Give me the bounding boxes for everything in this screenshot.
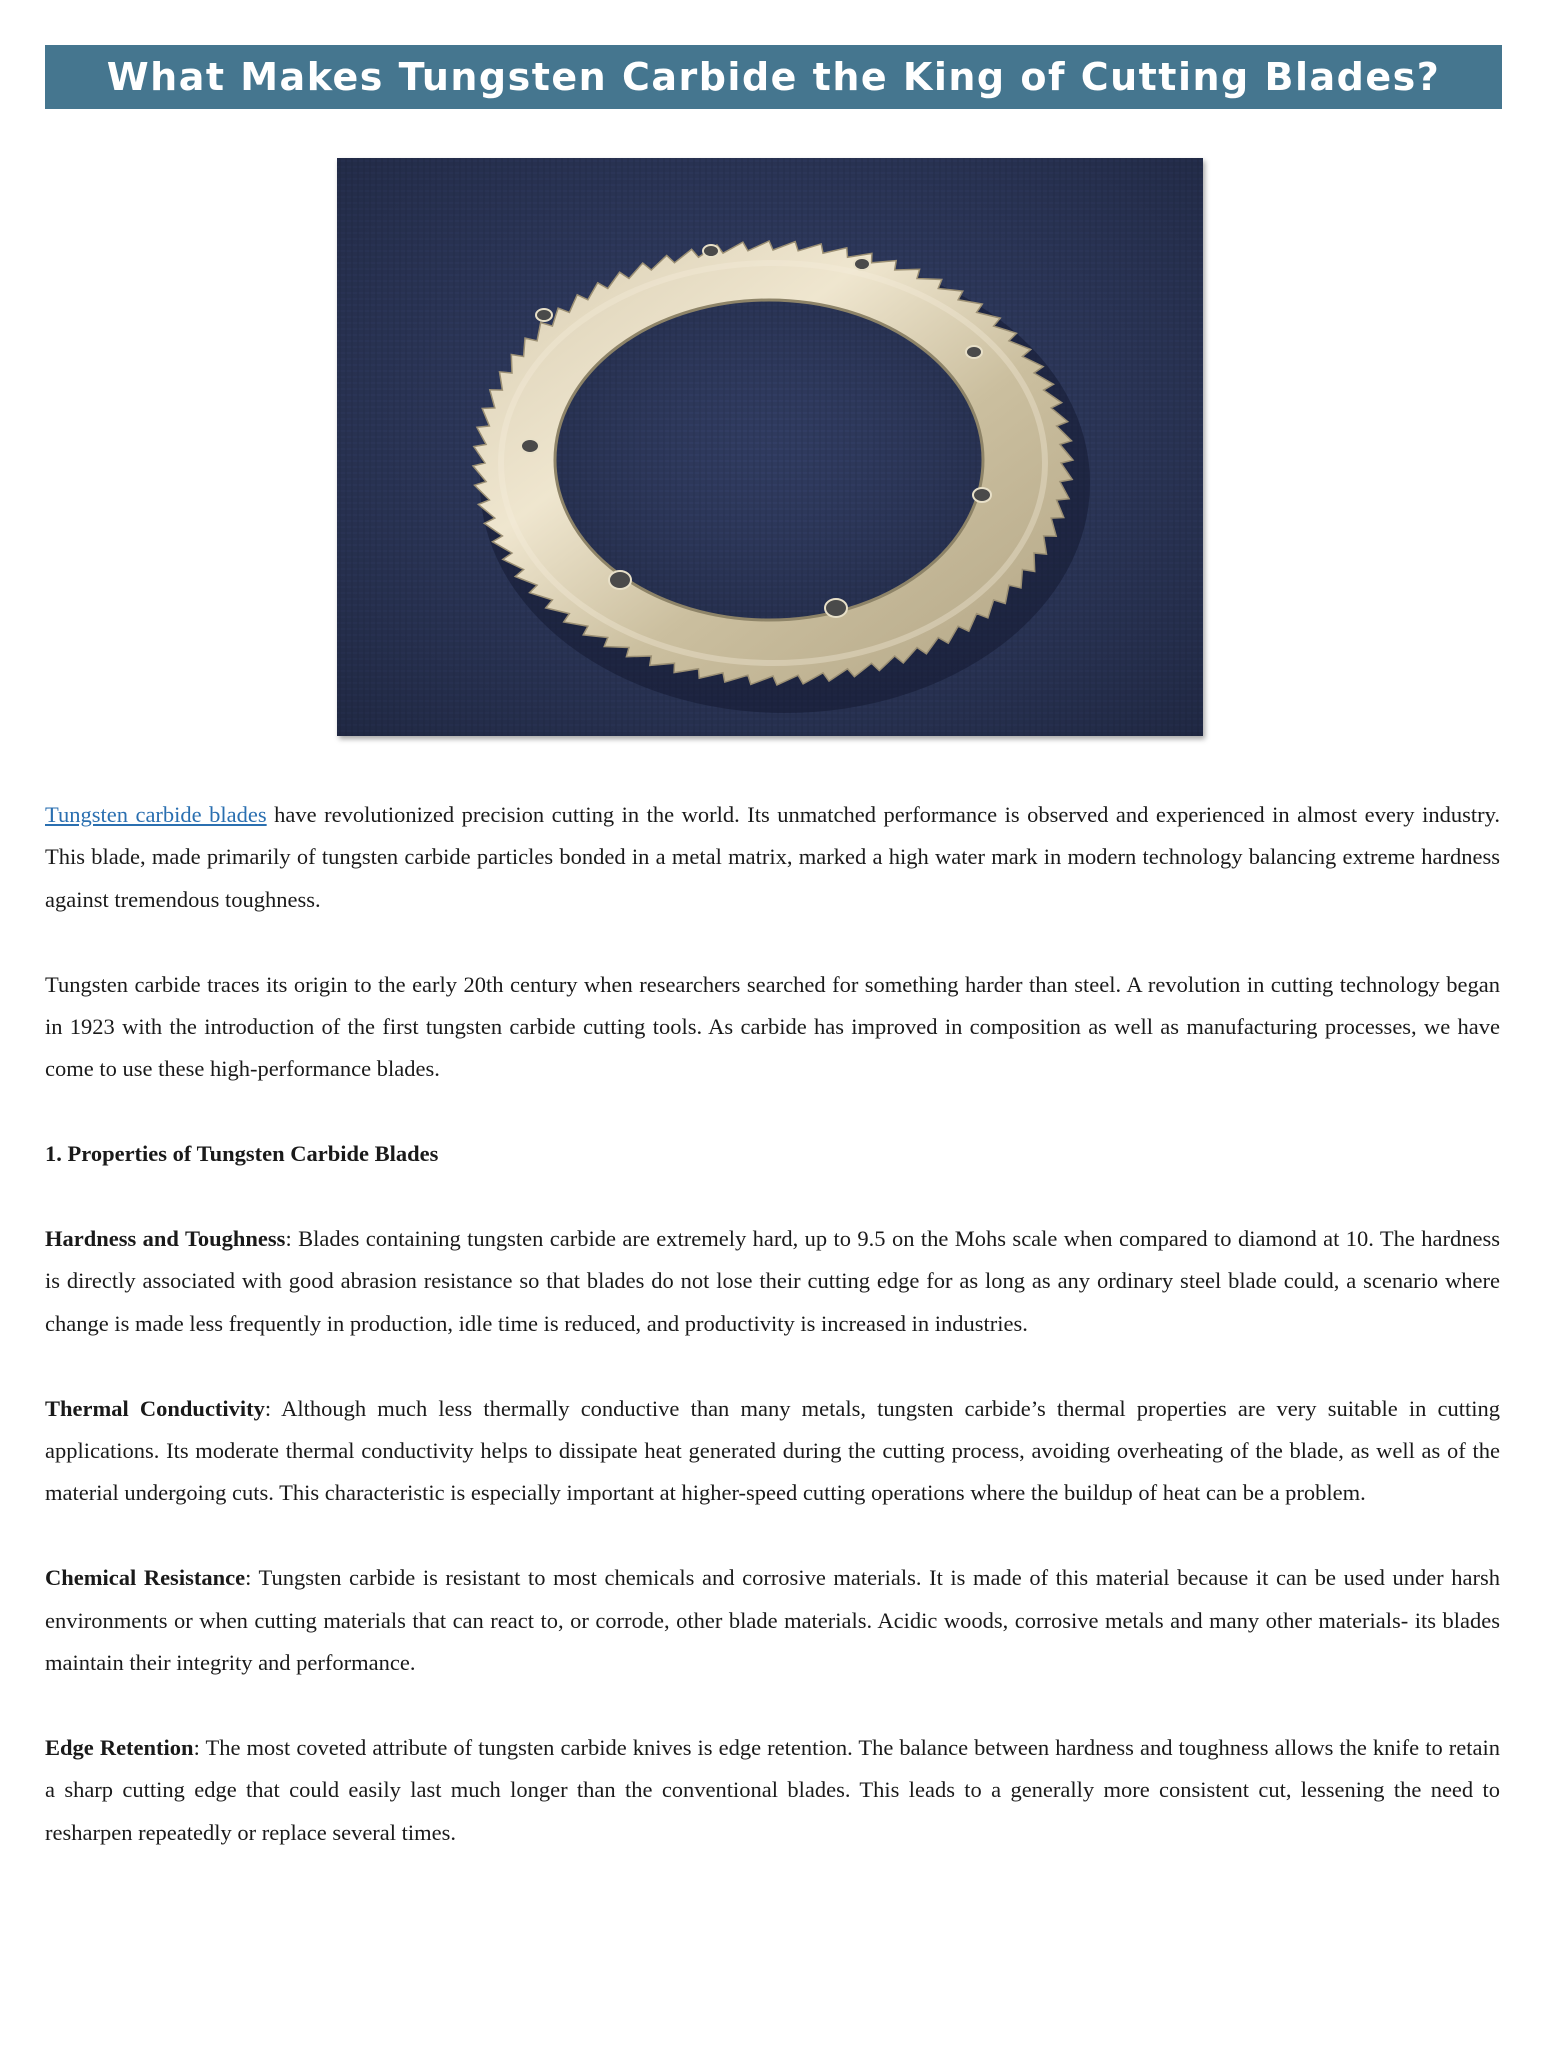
page-title: What Makes Tungsten Carbide the King of Cutting Blades? bbox=[106, 55, 1441, 99]
tungsten-carbide-blades-link[interactable]: Tungsten carbide blades bbox=[45, 802, 267, 827]
title-banner bbox=[45, 45, 1502, 109]
property-paragraph-edge bbox=[45, 1727, 1500, 1854]
history-paragraph: Tungsten carbide traces its origin to the early 20th century when researchers searched for something harder than steel. A revolution in cutting technology began in 1923 with the introduction of the first tungsten carbide cutting tools. As carbide has improved in composition as well as manufacturing processes, we have come to use these high-performance blades. bbox=[45, 971, 1500, 1082]
property-text: : Blades containing tungsten carbide are extremely hard, up to 9.5 on the Mohs scale when compared to diamond at 10. The hardness is directly associated with good abrasion resistance so that blades do not lose their cutting edge for as long as any ordinary steel blade could, a scenario where change is made less frequently in production, idle time is reduced, and productivity is increased in industries. bbox=[45, 1226, 1500, 1336]
property-paragraph-chemical bbox=[45, 1557, 1500, 1684]
intro-text: have revolutionized precision cutting in the world. Its unmatched performance is observed and experienced in almost every industry. This blade, made primarily of tungsten carbide particles bonded in a metal matrix, marked a high water mark in modern technology balancing extreme hardness against tremendous toughness. bbox=[45, 802, 1500, 912]
article-body bbox=[45, 794, 1500, 1896]
property-term: Edge Retention bbox=[45, 1734, 194, 1760]
property-paragraph-hardness bbox=[45, 1218, 1500, 1345]
blade-photo bbox=[337, 158, 1203, 736]
intro-paragraph bbox=[45, 794, 1500, 921]
property-text: : Although much less thermally conductive than many metals, tungsten carbide’s thermal properties are very suitable in cutting applications. Its moderate thermal conductivity helps to dissipate heat generated during the cutting process, avoiding overheating of the blade, as well as of the material undergoing cuts. This characteristic is especially important at higher-speed cutting operations where the buildup of heat can be a problem. bbox=[45, 1395, 1500, 1506]
property-term: Thermal Conductivity bbox=[45, 1395, 265, 1421]
property-text: : Tungsten carbide is resistant to most chemicals and corrosive materials. It is made of this material because it can be used under harsh environments or when cutting materials that can react to, or corrode, other blade materials. Acidic woods, corrosive metals and many other materials- its blades maintain their integrity and performance. bbox=[45, 1565, 1501, 1676]
property-term: Hardness and Toughness bbox=[45, 1226, 286, 1252]
blade-photo-graphic bbox=[337, 158, 1203, 736]
property-text: : The most coveted attribute of tungsten carbide knives is edge retention. The balance between hardness and toughness allows the knife to retain a sharp cutting edge that could easily last much longer than the conventional blades. This leads to a generally more consistent cut, lessening the need to resharpen repeatedly or replace several times. bbox=[45, 1734, 1501, 1845]
section-heading-properties: 1. Properties of Tungsten Carbide Blades bbox=[45, 1141, 439, 1167]
property-term: Chemical Resistance bbox=[45, 1565, 246, 1591]
property-paragraph-thermal bbox=[45, 1388, 1500, 1515]
